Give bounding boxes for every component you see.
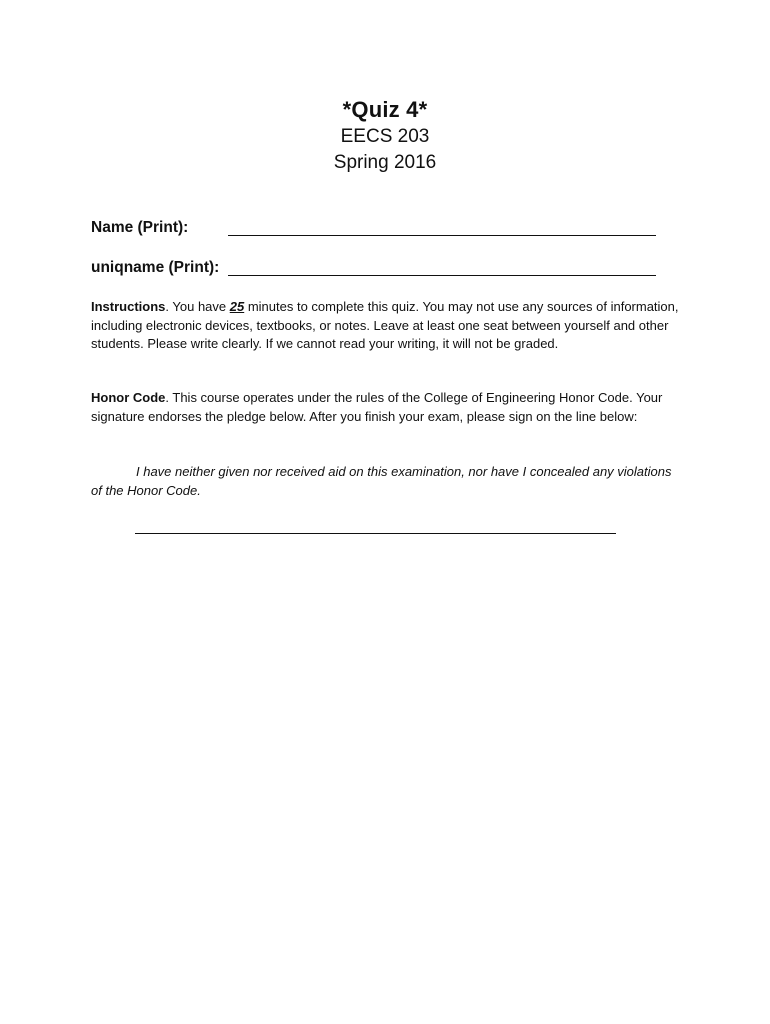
instructions-text-after: minutes to complete this quiz. You may not use any sources of information, including electronic devices, textbooks, or notes. Leave at least one seat between yourself and other students. Please write clearly. If we cannot read your writing, it will not be graded. [91, 299, 679, 351]
name-blank-line[interactable] [228, 235, 656, 236]
instructions-paragraph [91, 298, 681, 354]
honor-code-text: . This course operates under the rules of the College of Engineering Honor Code. Your signature endorses the pledge below. After you finish your exam, please sign on the line below: [91, 390, 663, 424]
uniqname-label: uniqname (Print): [91, 259, 220, 276]
honor-code-heading: Honor Code [91, 390, 166, 405]
uniqname-field [91, 258, 671, 278]
term: Spring 2016 [333, 152, 437, 173]
honor-pledge: I have neither given nor received aid on this examination, nor have I concealed any violations of the Honor Code. [91, 464, 672, 498]
instructions-heading: Instructions [91, 299, 166, 314]
course-name: EECS 203 [340, 126, 430, 147]
instructions-text-before: . You have [165, 299, 230, 314]
name-field [91, 218, 671, 238]
header [0, 96, 770, 176]
minutes-value: 25 [229, 299, 245, 314]
honor-code-paragraph [91, 389, 681, 426]
quiz-title: *Quiz 4* [342, 97, 428, 122]
signature-line[interactable] [135, 533, 616, 534]
uniqname-blank-line[interactable] [228, 275, 656, 276]
name-label: Name (Print): [91, 219, 189, 236]
